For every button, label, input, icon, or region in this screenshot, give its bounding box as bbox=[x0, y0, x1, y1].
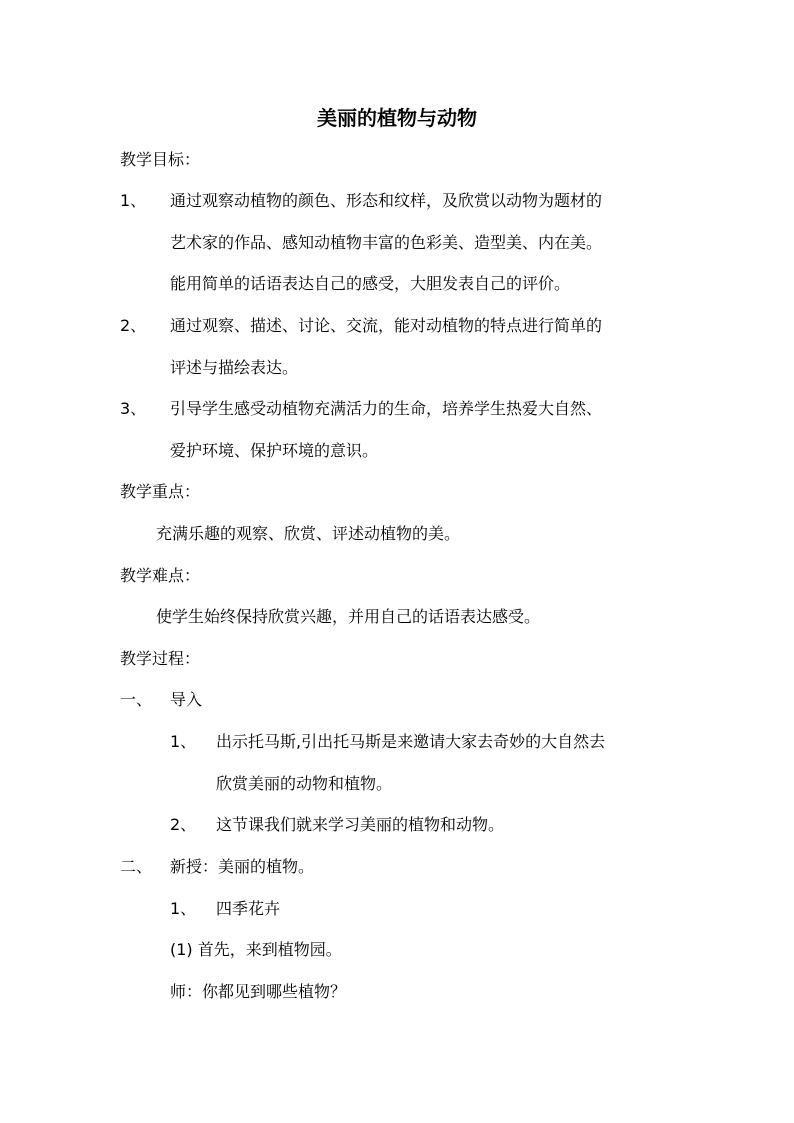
section-item-line: 这节课我们就来学习美丽的植物和动物。 bbox=[216, 815, 505, 834]
section-item-label: 四季花卉 bbox=[216, 899, 281, 918]
section-label: 导入 bbox=[170, 690, 203, 709]
section-item-number: 1、 bbox=[170, 899, 197, 918]
objective-number: 3、 bbox=[120, 399, 147, 418]
document-title: 美丽的植物与动物 bbox=[317, 106, 477, 130]
key-point-text: 充满乐趣的观察、欣赏、评述动植物的美。 bbox=[156, 524, 461, 543]
objective-line: 爱护环境、保护环境的意识。 bbox=[170, 441, 379, 460]
section-item-number: 2、 bbox=[170, 815, 197, 834]
objective-line: 能用简单的话语表达自己的感受，大胆发表自己的评价。 bbox=[170, 274, 571, 293]
objective-line: 通过观察、描述、讨论、交流，能对动植物的特点进行简单的 bbox=[170, 316, 603, 335]
section-number: 二、 bbox=[120, 857, 153, 876]
objective-line: 通过观察动植物的颜色、形态和纹样，及欣赏以动物为题材的 bbox=[170, 191, 603, 210]
section-number: 一、 bbox=[120, 690, 153, 709]
difficulty-text: 使学生始终保持欣赏兴趣，并用自己的话语表达感受。 bbox=[156, 607, 541, 626]
objective-line: 评述与描绘表达。 bbox=[170, 358, 299, 377]
section-item-number: 1、 bbox=[170, 732, 197, 751]
objective-line: 引导学生感受动植物充满活力的生命，培养学生热爱大自然、 bbox=[170, 399, 603, 418]
objective-number: 2、 bbox=[120, 316, 147, 335]
section-label: 新授：美丽的植物。 bbox=[170, 857, 315, 876]
objective-number: 1、 bbox=[120, 191, 147, 210]
section-item-line: 欣赏美丽的动物和植物。 bbox=[216, 774, 393, 793]
key-point-heading: 教学重点： bbox=[120, 482, 201, 501]
objective-line: 艺术家的作品、感知动植物丰富的色彩美、造型美、内在美。 bbox=[170, 233, 603, 252]
step-text: (1) 首先，来到植物园。 bbox=[170, 940, 342, 959]
question-text: 师：你都见到哪些植物？ bbox=[170, 982, 347, 1001]
section-item-line: 出示托马斯,引出托马斯是来邀请大家去奇妙的大自然去 bbox=[216, 732, 606, 751]
process-heading: 教学过程： bbox=[120, 649, 201, 668]
objectives-heading: 教学目标： bbox=[120, 150, 201, 169]
difficulty-heading: 教学难点： bbox=[120, 566, 201, 585]
